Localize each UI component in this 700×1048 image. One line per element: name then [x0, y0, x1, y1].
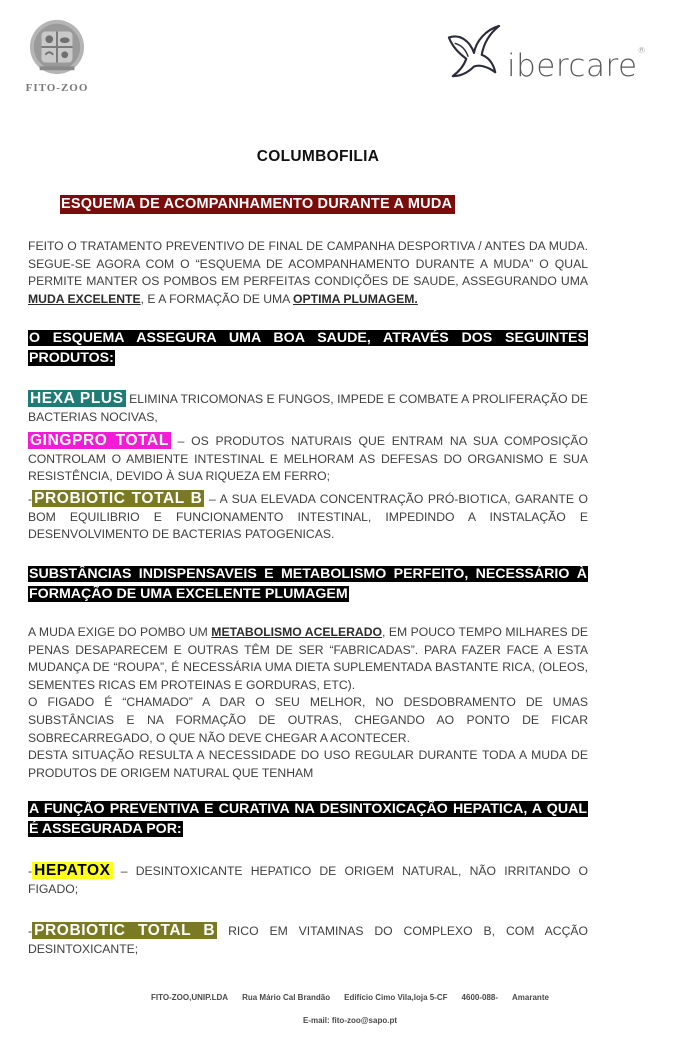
subtitle-text: ESQUEMA DE ACOMPANHAMENTO DURANTE A MUDA: [60, 195, 455, 214]
section2-paragraph-3: DESTA SITUAÇÃO RESULTA A NECESSIDADE DO USO REGULAR DURANTE TODA A MUDA DE PRODUTOS DE ORIGEM NATURAL QUE TENHAM: [28, 748, 588, 780]
fito-zoo-logo: [22, 18, 92, 94]
product-hexa-plus: HEXA PLUS ELIMINA TRICOMONAS E FUNGOS, IMPEDE E COMBATE A PROLIFERAÇÃO DE BACTERIAS NOCIVAS,: [28, 390, 588, 424]
section3-heading: A FUNÇÃO PREVENTIVA E CURATIVA NA DESINTOXICAÇÃO HEPATICA, A QUAL É ASSEGURADA POR:: [29, 801, 587, 837]
product-name-gingpro-total: GINGPRO TOTAL: [30, 432, 169, 449]
footer-address: FITO-ZOO,UNIP.LDA Rua Mário Cal Brandão Edifício Cimo Vila,loja 5-CF 4600-088- Amarante: [151, 993, 549, 1002]
ibercare-logo: [445, 24, 645, 84]
section2-heading: SUBSTÂNCIAS INDISPENSAVEIS E METABOLISMO PERFEITO, NECESSÁRIO À FORMAÇÃO DE UMA EXCELENTE PLUMAGEM: [29, 566, 587, 602]
ibercare-wordmark: ibercare®: [507, 45, 647, 84]
product-name-probiotic-total-b: PROBIOTIC TOTAL B: [34, 490, 203, 507]
dove-icon: [445, 24, 503, 80]
intro-paragraph: FEITO O TRATAMENTO PREVENTIVO DE FINAL DE CAMPANHA DESPORTIVA / ANTES DA MUDA. SEGUE-SE AGORA COM O “ESQUEMA DE ACOMPANHAMENTO DURANTE A MUDA” O QUAL PERMITE MANTER OS POMBOS EM PERFEITAS CONDIÇÕES DE SAUDE, ASSEGURANDO UMA MUDA EXCELENTE, E A FORMAÇÃO DE UMA OPTIMA PLUMAGEM.: [28, 239, 588, 306]
emphasis-optima-plumagem: OPTIMA PLUMAGEM.: [293, 291, 418, 306]
emphasis-metabolismo: METABOLISMO ACELERADO: [211, 625, 382, 639]
product-gingpro-total: GINGPRO TOTAL – OS PRODUTOS NATURAIS QUE ENTRAM NA SUA COMPOSIÇÃO CONTROLAM O AMBIENTE INTESTINAL E MELHORAM AS DEFESAS DO ORGANISMO E SUA RESISTÊNCIA, DEVIDO À SUA RIQUEZA EM FERRO;: [28, 432, 588, 484]
subtitle-banner: [60, 195, 455, 213]
section2-paragraph-1: A MUDA EXIGE DO POMBO UM METABOLISMO ACELERADO, EM POUCO TEMPO MILHARES DE PENAS DESAPARECEM E OUTRAS TÊM DE SER “FABRICADAS”. PARA FAZER FACE A ESTA MUDANÇA DE “ROUPA”, É NECESSÁRIA UMA DIETA SUPLEMENTADA BASTANTE RICA, (OLEOS, SEMENTES RICAS EM PROTEINAS E GORDURAS, ETC).: [28, 625, 589, 692]
section2-paragraph-2: O FIGADO É “CHAMADO” A DAR O SEU MELHOR, NO DESDOBRAMENTO DE UMAS SUBSTÂNCIAS E NA FORMAÇÃO DE OUTRAS, CHEGANDO AO PONTO DE FICAR SOBRECARREGADO, O QUE NÃO DEVE CHEGAR A ACONTECER.: [28, 695, 588, 745]
product-name-hexa-plus: HEXA PLUS: [30, 390, 124, 407]
product-probiotic-total-b-2: - PROBIOTIC TOTAL B RICO EM VITAMINAS DO COMPLEXO B, COM ACÇÃO DESINTOXICANTE;: [28, 922, 588, 956]
fito-zoo-seal-icon: [28, 18, 86, 76]
product-hepatox: - HEPATOX – DESINTOXICANTE HEPATICO DE ORIGEM NATURAL, NÃO IRRITANDO O FIGADO;: [28, 862, 588, 896]
document-title: COLUMBOFILIA: [256, 148, 380, 165]
fito-zoo-caption: FITO-ZOO: [25, 82, 89, 94]
emphasis-muda-excelente: MUDA EXCELENTE: [28, 291, 141, 306]
product-name-probiotic-total-b-2: PROBIOTIC TOTAL B: [34, 922, 216, 939]
section1-heading: O ESQUEMA ASSEGURA UMA BOA SAUDE, ATRAVÉS DOS SEGUINTES PRODUTOS:: [29, 330, 587, 366]
footer-email: E-mail: fito-zoo@sapo.pt: [302, 1016, 397, 1025]
section2-body: [28, 624, 588, 782]
product-probiotic-total-b: - PROBIOTIC TOTAL B – A SUA ELEVADA CONCENTRAÇÃO PRÓ-BIOTICA, GARANTE O BOM EQUILIBRIO E FUNCIONAMENTO INTESTINAL, IMPEDINDO A INSTALAÇÃO E DESENVOLVIMENTO DE BACTERIAS PATOGENICAS.: [28, 490, 588, 542]
product-name-hepatox: HEPATOX: [34, 862, 111, 879]
